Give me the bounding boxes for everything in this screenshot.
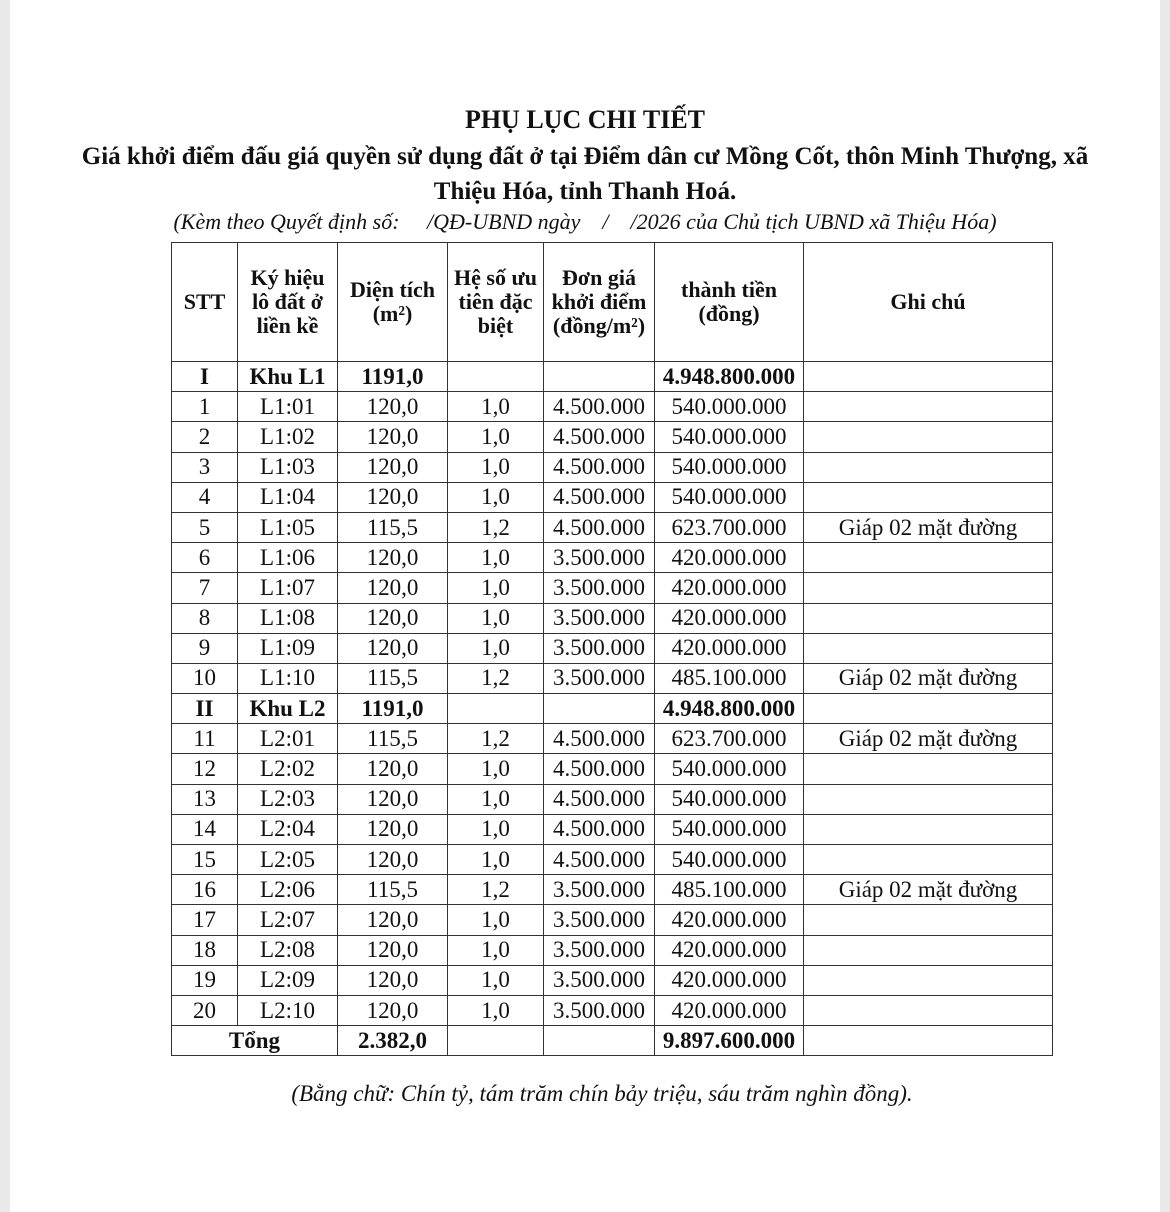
attachment-note: (Kèm theo Quyết định số: /QĐ-UBND ngày / /2026 của Chủ tịch UBND xã Thiệu Hóa) xyxy=(173,209,997,234)
cell-area: 120,0 xyxy=(338,543,448,573)
cell-area: 120,0 xyxy=(338,905,448,935)
total-label: Tổng xyxy=(172,1026,338,1056)
cell-unit-price: 4.500.000 xyxy=(544,784,655,814)
cell-stt: 12 xyxy=(172,754,238,784)
group-note xyxy=(804,694,1053,724)
table-row xyxy=(172,875,1053,905)
cell-amount: 420.000.000 xyxy=(655,633,804,663)
cell-unit-price: 4.500.000 xyxy=(544,814,655,844)
cell-stt: 15 xyxy=(172,845,238,875)
cell-stt: 4 xyxy=(172,482,238,512)
cell-unit-price: 3.500.000 xyxy=(544,995,655,1025)
cell-note xyxy=(804,814,1053,844)
total-amount: 9.897.600.000 xyxy=(655,1026,804,1056)
cell-lot: L1:06 xyxy=(238,543,338,573)
group-area: 1191,0 xyxy=(338,694,448,724)
cell-lot: L2:05 xyxy=(238,845,338,875)
cell-stt: 5 xyxy=(172,512,238,542)
table-row xyxy=(172,633,1053,663)
cell-coef: 1,0 xyxy=(448,603,544,633)
cell-coef: 1,0 xyxy=(448,905,544,935)
cell-lot: L2:10 xyxy=(238,995,338,1025)
cell-area: 120,0 xyxy=(338,573,448,603)
cell-lot: L2:03 xyxy=(238,784,338,814)
cell-lot: L1:07 xyxy=(238,573,338,603)
cell-coef: 1,0 xyxy=(448,965,544,995)
table-row xyxy=(172,995,1053,1025)
cell-coef: 1,0 xyxy=(448,814,544,844)
cell-lot: L1:08 xyxy=(238,603,338,633)
cell-area: 120,0 xyxy=(338,422,448,452)
cell-coef: 1,0 xyxy=(448,543,544,573)
header-amount: thành tiền (đồng) xyxy=(655,243,804,362)
table-row xyxy=(172,784,1053,814)
cell-unit-price: 4.500.000 xyxy=(544,482,655,512)
cell-unit-price: 3.500.000 xyxy=(544,905,655,935)
document-page xyxy=(10,0,1160,1212)
cell-coef: 1,0 xyxy=(448,935,544,965)
header-coef: Hệ số ưu tiên đặc biệt xyxy=(448,243,544,362)
cell-note: Giáp 02 mặt đường xyxy=(804,875,1053,905)
header-lot: Ký hiệu lô đất ở liền kề xyxy=(238,243,338,362)
cell-amount: 540.000.000 xyxy=(655,784,804,814)
cell-unit-price: 3.500.000 xyxy=(544,935,655,965)
cell-amount: 420.000.000 xyxy=(655,935,804,965)
cell-coef: 1,0 xyxy=(448,482,544,512)
cell-amount: 420.000.000 xyxy=(655,543,804,573)
cell-amount: 420.000.000 xyxy=(655,603,804,633)
cell-stt: 3 xyxy=(172,452,238,482)
cell-lot: L1:01 xyxy=(238,392,338,422)
cell-note xyxy=(804,905,1053,935)
table-row xyxy=(172,452,1053,482)
cell-unit-price: 3.500.000 xyxy=(544,573,655,603)
cell-area: 120,0 xyxy=(338,482,448,512)
cell-area: 115,5 xyxy=(338,512,448,542)
cell-area: 120,0 xyxy=(338,995,448,1025)
header-note: Ghi chú xyxy=(804,243,1053,362)
table-row xyxy=(172,905,1053,935)
total-note xyxy=(804,1026,1053,1056)
cell-unit-price: 4.500.000 xyxy=(544,845,655,875)
table-body xyxy=(172,362,1053,1056)
cell-stt: 10 xyxy=(172,663,238,693)
group-amount: 4.948.800.000 xyxy=(655,362,804,392)
group-amount: 4.948.800.000 xyxy=(655,694,804,724)
cell-amount: 485.100.000 xyxy=(655,663,804,693)
cell-stt: 16 xyxy=(172,875,238,905)
cell-note xyxy=(804,573,1053,603)
cell-lot: L2:01 xyxy=(238,724,338,754)
group-area: 1191,0 xyxy=(338,362,448,392)
cell-area: 120,0 xyxy=(338,754,448,784)
cell-unit-price: 4.500.000 xyxy=(544,512,655,542)
header-stt: STT xyxy=(172,243,238,362)
cell-amount: 540.000.000 xyxy=(655,845,804,875)
cell-stt: 1 xyxy=(172,392,238,422)
cell-unit-price: 4.500.000 xyxy=(544,754,655,784)
document-title: PHỤ LỤC CHI TIẾT xyxy=(464,105,706,134)
cell-area: 115,5 xyxy=(338,663,448,693)
document-subtitle: Giá khởi điểm đấu giá quyền sử dụng đất ở tại Điểm dân cư Mồng Cốt, thôn Minh Thượng, xã Thiệu Hóa, tỉnh Thanh Hoá. xyxy=(81,143,1089,205)
group-name: Khu L1 xyxy=(238,362,338,392)
cell-unit-price: 3.500.000 xyxy=(544,875,655,905)
cell-amount: 420.000.000 xyxy=(655,995,804,1025)
table-row xyxy=(172,482,1053,512)
cell-stt: 8 xyxy=(172,603,238,633)
cell-area: 120,0 xyxy=(338,784,448,814)
cell-stt: 19 xyxy=(172,965,238,995)
cell-coef: 1,0 xyxy=(448,422,544,452)
cell-stt: 6 xyxy=(172,543,238,573)
cell-stt: 17 xyxy=(172,905,238,935)
cell-lot: L1:09 xyxy=(238,633,338,663)
header-unit-price: Đơn giá khởi điểm (đồng/m²) xyxy=(544,243,655,362)
group-coef xyxy=(448,694,544,724)
cell-area: 120,0 xyxy=(338,452,448,482)
cell-note xyxy=(804,482,1053,512)
cell-note xyxy=(804,422,1053,452)
header-area: Diện tích (m²) xyxy=(338,243,448,362)
cell-area: 115,5 xyxy=(338,724,448,754)
group-coef xyxy=(448,362,544,392)
group-stt: I xyxy=(172,362,238,392)
table-row xyxy=(172,754,1053,784)
cell-stt: 14 xyxy=(172,814,238,844)
cell-coef: 1,0 xyxy=(448,573,544,603)
group-stt: II xyxy=(172,694,238,724)
cell-lot: L2:08 xyxy=(238,935,338,965)
cell-coef: 1,2 xyxy=(448,724,544,754)
cell-lot: L2:06 xyxy=(238,875,338,905)
cell-note xyxy=(804,603,1053,633)
cell-unit-price: 3.500.000 xyxy=(544,633,655,663)
cell-note xyxy=(804,935,1053,965)
cell-lot: L1:04 xyxy=(238,482,338,512)
cell-note xyxy=(804,543,1053,573)
group-note xyxy=(804,362,1053,392)
cell-amount: 485.100.000 xyxy=(655,875,804,905)
group-row xyxy=(172,694,1053,724)
table-row xyxy=(172,724,1053,754)
cell-note xyxy=(804,452,1053,482)
total-area: 2.382,0 xyxy=(338,1026,448,1056)
cell-amount: 540.000.000 xyxy=(655,814,804,844)
cell-unit-price: 4.500.000 xyxy=(544,392,655,422)
cell-coef: 1,2 xyxy=(448,875,544,905)
table-row xyxy=(172,543,1053,573)
cell-area: 115,5 xyxy=(338,875,448,905)
cell-unit-price: 3.500.000 xyxy=(544,663,655,693)
cell-amount: 540.000.000 xyxy=(655,754,804,784)
cell-amount: 623.700.000 xyxy=(655,512,804,542)
cell-amount: 540.000.000 xyxy=(655,482,804,512)
cell-coef: 1,0 xyxy=(448,784,544,814)
cell-area: 120,0 xyxy=(338,845,448,875)
cell-unit-price: 3.500.000 xyxy=(544,603,655,633)
cell-unit-price: 4.500.000 xyxy=(544,452,655,482)
table-row xyxy=(172,573,1053,603)
cell-lot: L1:10 xyxy=(238,663,338,693)
cell-lot: L2:07 xyxy=(238,905,338,935)
cell-unit-price: 3.500.000 xyxy=(544,543,655,573)
cell-area: 120,0 xyxy=(338,603,448,633)
cell-area: 120,0 xyxy=(338,392,448,422)
cell-stt: 13 xyxy=(172,784,238,814)
table-row xyxy=(172,603,1053,633)
cell-coef: 1,0 xyxy=(448,452,544,482)
price-table xyxy=(171,242,1053,1056)
cell-amount: 540.000.000 xyxy=(655,452,804,482)
cell-coef: 1,0 xyxy=(448,995,544,1025)
cell-lot: L1:05 xyxy=(238,512,338,542)
cell-amount: 420.000.000 xyxy=(655,965,804,995)
table-row xyxy=(172,845,1053,875)
table-row xyxy=(172,814,1053,844)
cell-lot: L1:02 xyxy=(238,422,338,452)
table-row xyxy=(172,935,1053,965)
cell-note: Giáp 02 mặt đường xyxy=(804,512,1053,542)
cell-note xyxy=(804,965,1053,995)
cell-unit-price: 4.500.000 xyxy=(544,422,655,452)
total-unit-price xyxy=(544,1026,655,1056)
table-header-row xyxy=(172,243,1053,362)
cell-coef: 1,0 xyxy=(448,633,544,663)
cell-stt: 9 xyxy=(172,633,238,663)
cell-amount: 420.000.000 xyxy=(655,905,804,935)
cell-area: 120,0 xyxy=(338,935,448,965)
cell-coef: 1,2 xyxy=(448,512,544,542)
cell-note: Giáp 02 mặt đường xyxy=(804,663,1053,693)
cell-amount: 540.000.000 xyxy=(655,392,804,422)
cell-coef: 1,2 xyxy=(448,663,544,693)
table-row xyxy=(172,965,1053,995)
cell-stt: 2 xyxy=(172,422,238,452)
cell-unit-price: 3.500.000 xyxy=(544,965,655,995)
table-row xyxy=(172,512,1053,542)
cell-coef: 1,0 xyxy=(448,754,544,784)
cell-area: 120,0 xyxy=(338,633,448,663)
cell-stt: 7 xyxy=(172,573,238,603)
group-row xyxy=(172,362,1053,392)
cell-stt: 11 xyxy=(172,724,238,754)
cell-unit-price: 4.500.000 xyxy=(544,724,655,754)
group-unit-price xyxy=(544,694,655,724)
cell-amount: 623.700.000 xyxy=(655,724,804,754)
cell-lot: L2:09 xyxy=(238,965,338,995)
cell-lot: L2:02 xyxy=(238,754,338,784)
cell-note xyxy=(804,995,1053,1025)
group-unit-price xyxy=(544,362,655,392)
cell-note xyxy=(804,392,1053,422)
cell-note xyxy=(804,633,1053,663)
cell-stt: 18 xyxy=(172,935,238,965)
group-name: Khu L2 xyxy=(238,694,338,724)
cell-note xyxy=(804,845,1053,875)
table-row xyxy=(172,392,1053,422)
cell-lot: L1:03 xyxy=(238,452,338,482)
cell-area: 120,0 xyxy=(338,965,448,995)
cell-note: Giáp 02 mặt đường xyxy=(804,724,1053,754)
cell-note xyxy=(804,784,1053,814)
table-row xyxy=(172,422,1053,452)
cell-note xyxy=(804,754,1053,784)
cell-stt: 20 xyxy=(172,995,238,1025)
cell-lot: L2:04 xyxy=(238,814,338,844)
total-coef xyxy=(448,1026,544,1056)
cell-amount: 420.000.000 xyxy=(655,573,804,603)
cell-amount: 540.000.000 xyxy=(655,422,804,452)
cell-coef: 1,0 xyxy=(448,845,544,875)
cell-area: 120,0 xyxy=(338,814,448,844)
cell-coef: 1,0 xyxy=(448,392,544,422)
total-row xyxy=(172,1026,1053,1056)
amount-in-words: (Bằng chữ: Chín tỷ, tám trăm chín bảy triệu, sáu trăm nghìn đồng). xyxy=(291,1081,913,1106)
table-row xyxy=(172,663,1053,693)
